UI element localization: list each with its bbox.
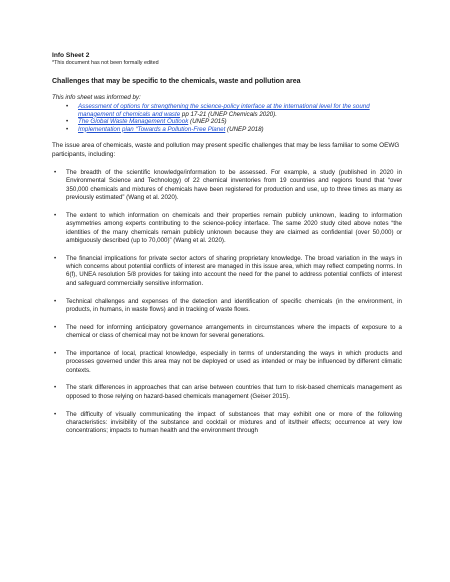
document-page [52, 52, 402, 445]
challenge-item: • Technical challenges and expenses of the detection and identification of specific chemicals (in the environment, in products, in humans, in waste flows) and in tracking of waste flows. [66, 298, 402, 315]
source-link-assessment[interactable]: Assessment of options for strengthening the science-policy interface at the international level for the sound management of chemicals and waste [78, 103, 370, 118]
challenge-item: • The importance of local, practical knowledge, especially in terms of understanding the ways in which products and processes governed under this area may not be deployed or used as intended or may be influenced by different climatic contexts. [66, 350, 402, 375]
challenges-list [52, 169, 402, 435]
source-citation: (UNEP 2018) [225, 125, 264, 133]
informed-by-label: This info sheet was informed by: [52, 94, 141, 101]
challenge-item: • The extent to which information on chemicals and their properties remain publicly unknown, leading to information asymmetries among experts contributing to the science-policy interface. The same 2020 study cited above notes “the identities of the many chemicals remain publicly unknown because they are claimed as confidential (over 50,000) or ambiguously described (up to 70,000)” (Wang et al. 2020). [66, 212, 402, 245]
sources-list [52, 103, 402, 133]
section-heading: Challenges that may be specific to the chemicals, waste and pollution area [52, 78, 301, 85]
source-item [78, 118, 402, 126]
source-link-implementation-plan[interactable]: Implementation plan “Towards a Pollution-Free Planet [78, 125, 226, 133]
challenge-item: • The financial implications for private sector actors of sharing proprietary knowledge. The broad variation in the ways in which concerns about potential conflicts of interest are managed in this issue area, which may reflect competing norms. In 6(f), UNEA resolution 5/8 provides for taking into account the need for the panel to address potential conflicts of interest and safeguard commercially sensitive information. [66, 255, 402, 288]
source-link-waste-outlook[interactable]: The Global Waste Management Outlook [78, 118, 189, 126]
challenge-item: • The breadth of the scientific knowledge/information to be assessed. For example, a study (published in 2020 in Environmental Science and Technology) of 22 chemical inventories from 19 countries and regions found that “over 350,000 chemicals and mixtures of chemicals have been registered for production and use, up to three times as many as previously estimated” (Wang et al. 2020). [66, 169, 402, 202]
sheet-title: Info Sheet 2 [52, 52, 90, 59]
source-citation: (UNEP 2015) [188, 118, 227, 126]
editing-note: *This document has not been formally edited [52, 60, 159, 66]
challenge-item: • The difficulty of visually communicating the impact of substances that may exhibit one or more of the following characteristics: invisibility of the substance and cocktail or mixtures and of its/their effects; occurrence at very low concentrations; impacts to human health and the environment through [66, 411, 402, 436]
source-item [78, 126, 402, 134]
source-citation: pp 17-21 (UNEP Chemicals 2020). [180, 110, 277, 118]
challenge-item: • The need for informing anticipatory governance arrangements in circumstances where the impacts of exposure to a chemical or class of chemical may not be known for several generations. [66, 324, 402, 341]
source-item [78, 103, 402, 118]
challenge-item: • The stark differences in approaches that can arise between countries that turn to risk-based chemicals management as opposed to those relying on hazard-based chemicals management (Geiser 2015). [66, 384, 402, 401]
intro-paragraph: The issue area of chemicals, waste and pollution may present specific challenges that may be less familiar to some OEWG participants, including: [52, 142, 400, 158]
